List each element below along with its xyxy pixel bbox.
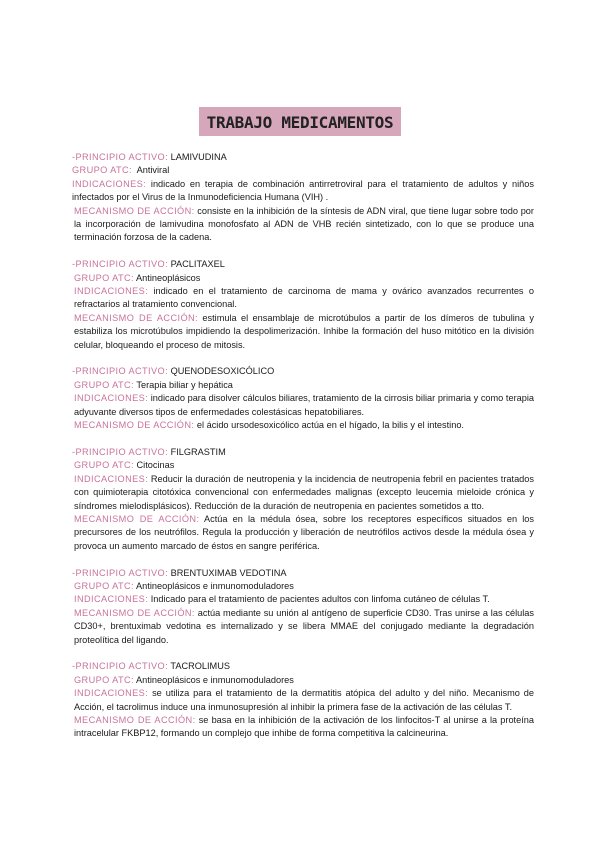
- principio-line: [72, 446, 534, 459]
- indicaciones-line: [72, 178, 534, 205]
- mecanismo-value: el ácido ursodesoxicólico actúa en el hígado, la bilis y el intestino.: [196, 420, 464, 431]
- principio-line: [72, 660, 534, 673]
- grupo-value: Antineoplásicos e inmunomoduladores: [136, 674, 294, 685]
- indicaciones-label: INDICACIONES:: [74, 594, 149, 605]
- principio-value: FILGRASTIM: [170, 446, 226, 457]
- principio-line: [72, 258, 534, 271]
- grupo-line: [72, 459, 534, 472]
- mecanismo-label: MECANISMO DE ACCIÓN:: [74, 205, 195, 216]
- mecanismo-label: MECANISMO DE ACCIÓN:: [74, 714, 196, 725]
- drug-entry: [72, 258, 534, 352]
- mecanismo-value: se basa en la inhibición de la activación de los linfocitos-T al unirse a la proteína intracelular FKBP12, formando un complejo que inhibe de forma competitiva la calcineurina.: [74, 714, 534, 739]
- title-container: [0, 107, 600, 136]
- indicaciones-line: [72, 687, 534, 714]
- mecanismo-value: Actúa en la médula ósea, sobre los receptores específicos situados en los precursores de los neutrófilos. Regula la producción y liberación de neutrófilos activos desde la médula ósea y provoca un aumento marcado de éstos en sangre periférica.: [74, 513, 534, 551]
- principio-value: LAMIVUDINA: [170, 152, 227, 162]
- principio-label: -PRINCIPIO ACTIVO:: [72, 446, 169, 457]
- page-title: TRABAJO MEDICAMENTOS: [199, 107, 402, 136]
- mecanismo-line: [72, 205, 534, 245]
- indicaciones-label: INDICACIONES:: [74, 688, 149, 699]
- mecanismo-label: MECANISMO DE ACCIÓN:: [74, 420, 195, 431]
- indicaciones-value: indicado para disolver cálculos biliares, tratamiento de la cirrosis biliar primaria y como terapia adyuvante diversos tipos de enfermedades colestásicas hepatobiliares.: [74, 393, 534, 417]
- indicaciones-label: INDICACIONES:: [74, 393, 149, 404]
- indicaciones-label: INDICACIONES:: [74, 473, 149, 484]
- indicaciones-label: INDICACIONES:: [72, 178, 147, 189]
- grupo-line: [72, 272, 534, 285]
- indicaciones-value: se utiliza para el tratamiento de la dermatitis atópica del adulto y del niño. Mecanismo de Acción, el tacrolimus induce una inmunosupresión al inhibir la primera fase de la activación de las células T.: [74, 688, 534, 712]
- mecanismo-line: [72, 607, 534, 647]
- indicaciones-line: [72, 473, 534, 513]
- principio-value: PACLITAXEL: [170, 259, 225, 270]
- principio-value: TACROLIMUS: [170, 661, 230, 672]
- drug-entry: [72, 446, 534, 553]
- grupo-label: GRUPO ATC:: [74, 674, 134, 685]
- principio-label: -PRINCIPIO ACTIVO:: [72, 567, 169, 578]
- mecanismo-line: [72, 714, 534, 741]
- mecanismo-label: MECANISMO DE ACCIÓN:: [74, 607, 195, 618]
- grupo-label: GRUPO ATC:: [74, 460, 134, 471]
- mecanismo-value: actúa mediante su unión al antígeno de superficie CD30. Tras unirse a las células CD30+, brentuximab vedotina es internalizado y se libera MMAE del conjugado mediante la degradación proteolítica del ligando.: [74, 607, 534, 645]
- grupo-label: GRUPO ATC:: [72, 165, 132, 176]
- principio-line: [72, 365, 534, 378]
- indicaciones-label: INDICACIONES:: [74, 286, 149, 297]
- indicaciones-line: [72, 392, 534, 419]
- mecanismo-line: [72, 312, 534, 352]
- indicaciones-value: Indicado para el tratamiento de pacientes adultos con linfoma cutáneo de células T.: [150, 594, 490, 605]
- drug-entry: [72, 567, 534, 647]
- principio-value: QUENODESOXICÓLICO: [170, 366, 275, 377]
- drug-entry: [72, 660, 534, 740]
- grupo-line: [72, 580, 534, 593]
- grupo-value: Antiviral: [136, 165, 170, 176]
- principio-label: -PRINCIPIO ACTIVO:: [72, 366, 169, 377]
- drug-list: [72, 151, 534, 754]
- indicaciones-line: [72, 593, 534, 606]
- grupo-label: GRUPO ATC:: [74, 272, 134, 283]
- principio-label: -PRINCIPIO ACTIVO:: [72, 152, 169, 162]
- mecanismo-line: [72, 419, 534, 432]
- grupo-line: [72, 164, 534, 177]
- principio-value: BRENTUXIMAB VEDOTINA: [170, 567, 287, 578]
- grupo-value: Antineoplásicos: [136, 272, 201, 283]
- grupo-line: [72, 379, 534, 392]
- drug-entry: [72, 365, 534, 432]
- mecanismo-label: MECANISMO DE ACCIÓN:: [74, 312, 198, 323]
- principio-line: [72, 567, 534, 580]
- mecanismo-line: [72, 513, 534, 553]
- principio-label: -PRINCIPIO ACTIVO:: [72, 661, 169, 672]
- mecanismo-value: consiste en la inhibición de la síntesis de ADN viral, que tiene lugar sobre todo por la incorporación de lamivudina monofosfato al ADN de VHB recién sintetizado, con lo que se produce una terminación forzosa de la cadena.: [74, 205, 534, 243]
- drug-entry: [72, 151, 534, 245]
- grupo-label: GRUPO ATC:: [74, 379, 134, 390]
- principio-label: -PRINCIPIO ACTIVO:: [72, 259, 169, 270]
- grupo-label: GRUPO ATC:: [74, 580, 134, 591]
- indicaciones-line: [72, 285, 534, 312]
- indicaciones-value: indicado en terapia de combinación antirretroviral para el tratamiento de adultos y niños infectados por el Virus de la Inmunodeficiencia Humana (VIH) .: [72, 178, 534, 203]
- grupo-line: [72, 674, 534, 687]
- grupo-value: Citocinas: [136, 460, 175, 471]
- mecanismo-label: MECANISMO DE ACCIÓN:: [74, 513, 200, 524]
- mecanismo-value: estimula el ensamblaje de microtúbulos a partir de los dímeros de tubulina y estabiliza los microtúbulos impidiendo la despolimerización. Inhibe la formación del huso mitótico en la división celular, bloqueando el proceso de mitosis.: [74, 312, 534, 350]
- indicaciones-value: indicado en el tratamiento de carcinoma de mama y ovárico avanzados recurrentes o refractarios al tratamiento convencional.: [74, 286, 534, 310]
- indicaciones-value: Reducir la duración de neutropenia y la incidencia de neutropenia febril en pacientes tratados con quimioterapia citotóxica convencional con enfermedades malignas (excepto leucemia mieloide crónica y síndromes mielodisplásicos). Reducción de la duración de neutropenia en pacientes sometidos a tto.: [74, 473, 534, 511]
- grupo-value: Antineoplásicos e inmunomoduladores: [136, 580, 294, 591]
- principio-line: [72, 151, 534, 164]
- grupo-value: Terapia biliar y hepática: [136, 379, 233, 390]
